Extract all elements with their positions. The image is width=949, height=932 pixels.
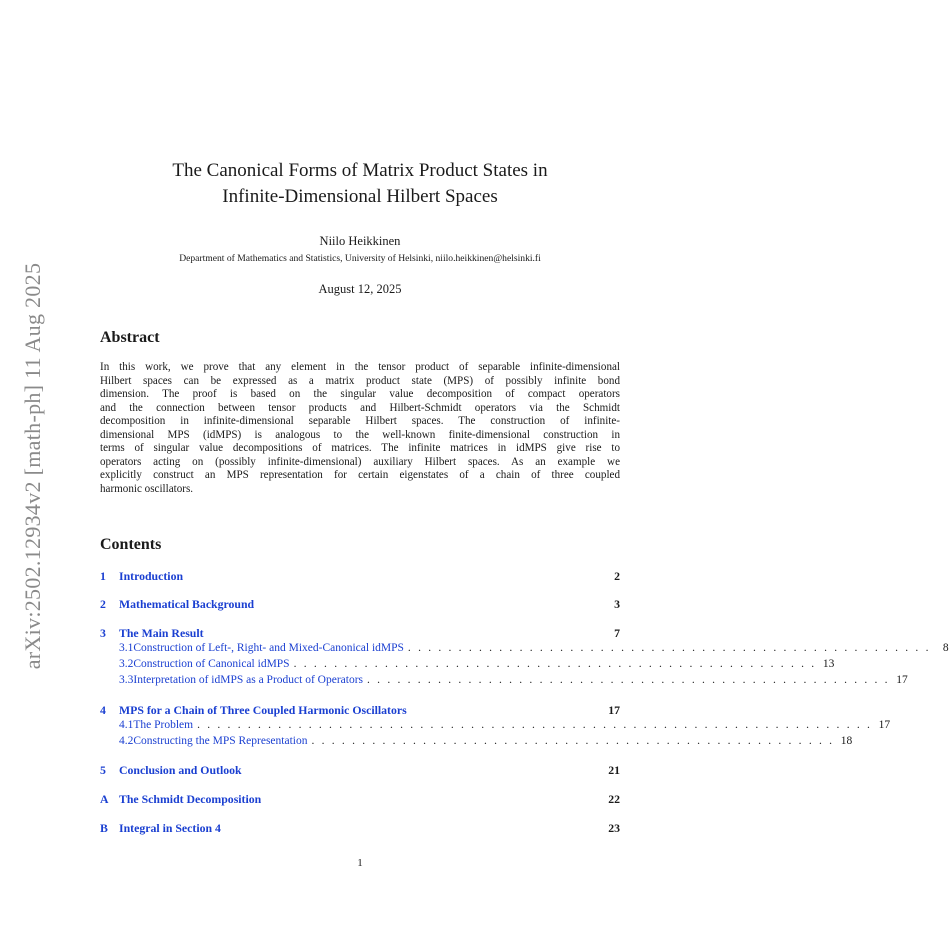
toc-number: 4 — [100, 703, 106, 717]
toc-entry-3-3[interactable] — [119, 674, 908, 686]
toc-number: 5 — [100, 763, 106, 777]
abstract-line: decomposition in infinite-dimensional separable Hilbert spaces. The construction of infinite- — [100, 415, 620, 427]
toc-leader-dots: . . . . . . . . . . . . . . . . . . . . . . . . . . . . . . . . . . . . . . . . . . . . . . . . . . . . — [407, 642, 931, 654]
toc-number: 3 — [100, 626, 106, 640]
abstract-line: In this work, we prove that any element in the tensor product of separable infinite-dimensional — [100, 361, 620, 373]
arxiv-sidebar-stamp — [16, 248, 50, 684]
toc-title[interactable]: Construction of Canonical idMPS — [133, 658, 290, 670]
toc-entry-mps-chain[interactable] — [100, 703, 620, 718]
toc-entry-3-1[interactable] — [119, 642, 949, 654]
toc-number: 3.3 — [119, 674, 134, 686]
abstract-line: Hilbert spaces can be expressed as a matrix product state (MPS) of possibly infinite bond — [100, 374, 620, 387]
toc-number: 3.2 — [119, 658, 134, 670]
toc-number: 4.1 — [119, 719, 134, 731]
toc-leader-dots: . . . . . . . . . . . . . . . . . . . . . . . . . . . . . . . . . . . . . . . . . . . . . . . . . . . . — [367, 674, 890, 686]
toc-title[interactable]: The Main Result — [119, 626, 204, 640]
toc-entry-4-1[interactable] — [119, 719, 891, 731]
toc-title[interactable]: MPS for a Chain of Three Coupled Harmonic Oscillators — [119, 703, 407, 717]
toc-title[interactable]: Introduction — [119, 569, 184, 583]
toc-page: 18 — [840, 735, 853, 747]
paper-date: August 12, 2025 — [318, 282, 402, 296]
toc-number: A — [100, 792, 109, 806]
toc-leader-dots: . . . . . . . . . . . . . . . . . . . . . . . . . . . . . . . . . . . . . . . . . . . . . . . . . . . . — [293, 658, 817, 670]
contents-heading: Contents — [100, 536, 162, 553]
author-affiliation: Department of Mathematics and Statistics, University of Helsinki, niilo.heikkinen@helsinki.fi — [179, 253, 541, 264]
toc-title[interactable]: Interpretation of idMPS as a Product of Operators — [133, 674, 364, 686]
toc-entry-4-2[interactable] — [119, 735, 853, 747]
toc-page: 22 — [608, 792, 620, 806]
toc-number: 4.2 — [119, 735, 134, 747]
arxiv-identifier: arXiv:2502.12934v2 [math-ph] 11 Aug 2025 — [20, 262, 45, 670]
toc-page: 23 — [608, 821, 620, 835]
abstract-line: and the connection between tensor products and Hilbert-Schmidt operators via the Schmidt — [100, 401, 620, 414]
toc-entry-appendix-a[interactable] — [100, 792, 620, 807]
abstract-body — [100, 361, 620, 496]
toc-page: 13 — [822, 658, 835, 670]
title-line-2: Infinite-Dimensional Hilbert Spaces — [222, 186, 498, 207]
toc-title[interactable]: Construction of Left-, Right- and Mixed-Canonical idMPS — [133, 642, 404, 654]
toc-number: 1 — [100, 569, 106, 583]
toc-entry-conclusion[interactable] — [100, 763, 620, 778]
toc-title[interactable]: Mathematical Background — [119, 597, 255, 611]
toc-page: 8 — [942, 642, 949, 654]
title-line-1: The Canonical Forms of Matrix Product States in — [172, 160, 548, 181]
toc-entry-appendix-b[interactable] — [100, 821, 620, 836]
toc-entry-3-2[interactable] — [119, 658, 835, 670]
abstract-line: operators acting on (possibly infinite-dimensional) auxiliary Hilbert spaces. As an example we — [100, 455, 620, 468]
abstract-line: explicitly construct an MPS representation for certain eigenstates of a chain of three coupled — [100, 469, 620, 481]
toc-entry-mathematical-background[interactable] — [100, 597, 620, 612]
toc-title[interactable]: Conclusion and Outlook — [119, 763, 242, 777]
paper-title — [100, 158, 620, 210]
toc-title[interactable]: Integral in Section 4 — [119, 821, 221, 835]
toc-number: 2 — [100, 597, 106, 611]
toc-entry-introduction[interactable] — [100, 569, 620, 584]
toc-page: 2 — [614, 569, 620, 583]
abstract-line: terms of singular value decompositions of matrices. The infinite matrices in idMPS give rise to — [100, 442, 620, 454]
toc-leader-dots: . . . . . . . . . . . . . . . . . . . . . . . . . . . . . . . . . . . . . . . . . . . . . . . . . . . . — [311, 735, 835, 747]
toc-leader-dots: . . . . . . . . . . . . . . . . . . . . . . . . . . . . . . . . . . . . . . . . . . . . . . . . . . . . . . . . . . . . . . . . . . . — [197, 719, 873, 731]
toc-page: 7 — [614, 626, 620, 640]
abstract-line: dimension. The proof is based on the singular value decomposition of compact operators — [100, 388, 620, 400]
abstract-line: dimensional MPS (idMPS) is analogous to the well-known finite-dimensional construction in — [100, 428, 620, 441]
toc-page: 3 — [614, 597, 620, 611]
toc-entry-main-result[interactable] — [100, 626, 620, 641]
abstract-line: harmonic oscillators. — [100, 482, 194, 495]
toc-page: 17 — [878, 719, 891, 731]
abstract-heading: Abstract — [100, 329, 160, 346]
toc-title[interactable]: The Problem — [133, 719, 194, 731]
toc-number: B — [100, 821, 108, 835]
toc-title[interactable]: The Schmidt Decomposition — [119, 792, 262, 806]
author-name: Niilo Heikkinen — [319, 234, 401, 248]
toc-page: 17 — [608, 703, 620, 717]
toc-title[interactable]: Constructing the MPS Representation — [133, 735, 308, 747]
toc-number: 3.1 — [119, 642, 134, 654]
toc-page: 21 — [608, 763, 620, 777]
toc-page: 17 — [896, 674, 908, 686]
page-number: 1 — [357, 857, 363, 869]
